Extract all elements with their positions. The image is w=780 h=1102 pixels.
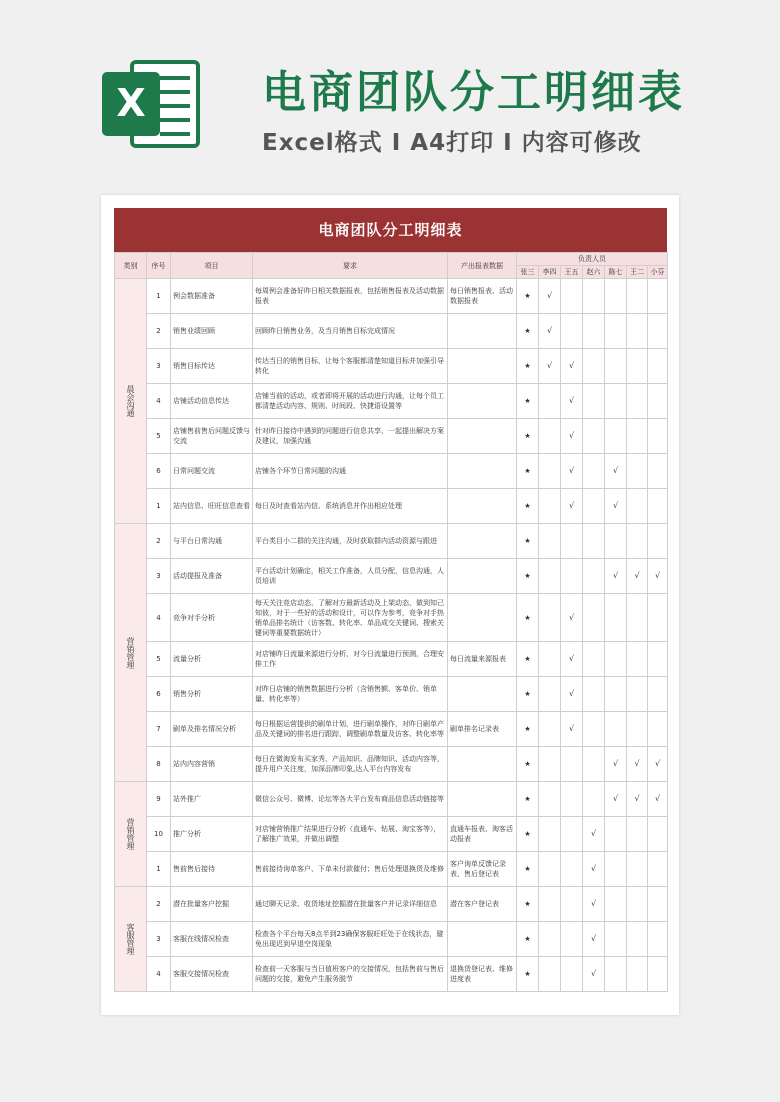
row-output <box>448 349 517 384</box>
table-row <box>115 957 668 992</box>
row-no: 6 <box>147 454 171 489</box>
row-no: 2 <box>147 314 171 349</box>
row-item: 店铺活动信息传达 <box>171 384 253 419</box>
owner-star: ★ <box>517 922 539 957</box>
owner-star: ★ <box>517 454 539 489</box>
col-no: 序号 <box>147 253 171 279</box>
subtitle-sep: I <box>503 130 513 156</box>
assign-check <box>605 712 627 747</box>
assign-check <box>539 782 561 817</box>
assign-check <box>583 677 605 712</box>
owner-star: ★ <box>517 747 539 782</box>
assign-check <box>605 642 627 677</box>
assign-check <box>648 852 668 887</box>
assign-check <box>648 349 668 384</box>
row-requirement: 针对昨日接待中遇到的问题进行信息共享，一起提出解决方案及建议，加强沟通 <box>253 419 448 454</box>
owner-star: ★ <box>517 957 539 992</box>
assign-check <box>648 314 668 349</box>
assign-check: √ <box>605 489 627 524</box>
assign-check <box>583 559 605 594</box>
table-row <box>115 747 668 782</box>
col-person: 张三 <box>517 266 539 279</box>
row-item: 客服交接情况检查 <box>171 957 253 992</box>
assign-check <box>539 454 561 489</box>
svg-text:X: X <box>116 81 146 125</box>
sheet-title: 电商团队分工明细表 <box>114 208 667 252</box>
assign-check <box>583 747 605 782</box>
row-no: 8 <box>147 747 171 782</box>
table-row <box>115 642 668 677</box>
subtitle-part: 内容可修改 <box>521 130 642 156</box>
assign-check <box>605 817 627 852</box>
row-item: 流量分析 <box>171 642 253 677</box>
assign-check <box>561 852 583 887</box>
sheet-page <box>101 195 679 1015</box>
assign-check <box>583 642 605 677</box>
assign-check: √ <box>539 349 561 384</box>
col-person: 王二 <box>627 266 648 279</box>
assign-check <box>648 524 668 559</box>
category-cell: 客服管理 <box>115 887 147 992</box>
assign-check <box>539 887 561 922</box>
table-row <box>115 454 668 489</box>
owner-star: ★ <box>517 349 539 384</box>
table-row <box>115 782 668 817</box>
row-item: 竞争对手分析 <box>171 594 253 642</box>
owner-star: ★ <box>517 419 539 454</box>
assign-check <box>539 817 561 852</box>
row-requirement: 检查前一天客服与当日值班客户的交接情况，包括售前与售后问题的交接，避免产生服务脱节 <box>253 957 448 992</box>
assign-check <box>539 642 561 677</box>
owner-star: ★ <box>517 279 539 314</box>
table-row <box>115 489 668 524</box>
assign-check: √ <box>583 957 605 992</box>
table-row <box>115 384 668 419</box>
assign-check <box>648 454 668 489</box>
row-item: 售前售后接待 <box>171 852 253 887</box>
table-row <box>115 314 668 349</box>
assign-check <box>583 349 605 384</box>
row-no: 2 <box>147 887 171 922</box>
row-output <box>448 489 517 524</box>
row-no: 5 <box>147 642 171 677</box>
owner-star: ★ <box>517 817 539 852</box>
row-item: 推广分析 <box>171 817 253 852</box>
assign-check <box>648 489 668 524</box>
assign-check <box>539 594 561 642</box>
row-no: 5 <box>147 419 171 454</box>
table-row <box>115 349 668 384</box>
col-person: 小芬 <box>648 266 668 279</box>
assign-check <box>561 314 583 349</box>
assign-check <box>605 314 627 349</box>
assign-check <box>627 712 648 747</box>
assign-check <box>539 957 561 992</box>
row-item: 站内信息、旺旺信息查看 <box>171 489 253 524</box>
assign-check <box>648 642 668 677</box>
row-output <box>448 559 517 594</box>
assign-check: √ <box>605 782 627 817</box>
row-output <box>448 782 517 817</box>
row-output: 退换货登记表、维修进度表 <box>448 957 517 992</box>
assign-check <box>605 279 627 314</box>
table-row <box>115 712 668 747</box>
owner-star: ★ <box>517 677 539 712</box>
owner-star: ★ <box>517 852 539 887</box>
row-item: 销售目标传达 <box>171 349 253 384</box>
row-item: 刷单及排名情况分析 <box>171 712 253 747</box>
assign-check <box>627 279 648 314</box>
owner-star: ★ <box>517 594 539 642</box>
row-output: 客户询单反馈记录表、售后登记表 <box>448 852 517 887</box>
row-no: 6 <box>147 677 171 712</box>
assign-check <box>648 419 668 454</box>
assign-check <box>583 594 605 642</box>
row-no: 3 <box>147 922 171 957</box>
assign-check <box>627 454 648 489</box>
assign-check <box>539 489 561 524</box>
banner <box>0 0 780 195</box>
row-output <box>448 314 517 349</box>
assign-check: √ <box>648 747 668 782</box>
assign-check <box>605 594 627 642</box>
assign-check <box>561 559 583 594</box>
assign-check <box>627 957 648 992</box>
assign-check <box>627 384 648 419</box>
assign-check <box>583 712 605 747</box>
owner-star: ★ <box>517 887 539 922</box>
assign-check: √ <box>627 559 648 594</box>
assign-check <box>605 852 627 887</box>
assign-check: √ <box>561 677 583 712</box>
table-row <box>115 677 668 712</box>
col-people-group: 负责人员 <box>517 253 668 266</box>
col-output: 产出报表数据 <box>448 253 517 279</box>
row-output <box>448 677 517 712</box>
row-no: 4 <box>147 594 171 642</box>
assign-check: √ <box>561 419 583 454</box>
assign-check <box>561 524 583 559</box>
assign-check <box>605 419 627 454</box>
assign-check <box>583 454 605 489</box>
row-no: 3 <box>147 349 171 384</box>
row-output <box>448 524 517 559</box>
row-requirement: 微信公众号、微博、论坛等各大平台发布商品信息活动链接等 <box>253 782 448 817</box>
row-requirement: 每天关注竞店动态，了解对方最新活动及上架动态，做到知己知彼，对于一些好的活动和设计，可以作为参考，竞争对手热销单品排名统计（访客数、转化率、单品成交关键词、搜索关键词等重要数据统计） <box>253 594 448 642</box>
row-no: 1 <box>147 852 171 887</box>
assign-check <box>561 887 583 922</box>
category-cell: 营销管理 <box>115 782 147 887</box>
assign-check: √ <box>561 642 583 677</box>
owner-star: ★ <box>517 524 539 559</box>
col-person: 王五 <box>561 266 583 279</box>
assign-check <box>605 677 627 712</box>
table-row <box>115 817 668 852</box>
assign-check <box>648 384 668 419</box>
assign-check: √ <box>583 817 605 852</box>
row-output <box>448 384 517 419</box>
assign-check: √ <box>605 454 627 489</box>
assign-check <box>561 747 583 782</box>
category-cell: 营销管理 <box>115 524 147 782</box>
row-output <box>448 419 517 454</box>
assign-check <box>583 419 605 454</box>
table-row <box>115 887 668 922</box>
assign-check <box>627 349 648 384</box>
assign-check <box>605 384 627 419</box>
assign-check <box>605 524 627 559</box>
row-item: 日常问题交流 <box>171 454 253 489</box>
row-requirement: 每日根据运营提供的刷单计划，进行刷单操作，对昨日刷单产品及关键词的排名进行跟踪，调整刷单数量及访客、转化率等 <box>253 712 448 747</box>
row-requirement: 检查各个平台每天8点半到23确保客服旺旺处于在线状态，避免出现迟到早退空岗现象 <box>253 922 448 957</box>
assign-check <box>583 279 605 314</box>
assign-check <box>583 782 605 817</box>
col-person: 陈七 <box>605 266 627 279</box>
assign-check <box>539 712 561 747</box>
assign-check <box>583 314 605 349</box>
assign-check <box>627 852 648 887</box>
assign-check <box>648 817 668 852</box>
banner-subtitle <box>262 124 642 157</box>
assign-check <box>561 279 583 314</box>
row-no: 7 <box>147 712 171 747</box>
col-person: 赵六 <box>583 266 605 279</box>
row-requirement: 平台活动计划确定，相关工作准备，人员分配，信息沟通，人员培训 <box>253 559 448 594</box>
assign-check <box>627 489 648 524</box>
category-cell: 晨会沟通 <box>115 279 147 524</box>
subtitle-sep: I <box>391 130 402 156</box>
assign-check <box>539 384 561 419</box>
row-requirement: 传达当日的销售目标，让每个客服都清楚知道目标并加强引导转化 <box>253 349 448 384</box>
row-requirement: 每周例会准备好昨日相关数据报表，包括销售报表及活动数据报表 <box>253 279 448 314</box>
owner-star: ★ <box>517 489 539 524</box>
assign-check: √ <box>583 887 605 922</box>
assign-check <box>539 559 561 594</box>
owner-star: ★ <box>517 384 539 419</box>
row-requirement: 售前接待询单客户、下单未付款催付；售后处理退换货及维修 <box>253 852 448 887</box>
excel-logo-icon <box>102 58 202 150</box>
assign-check: √ <box>627 747 648 782</box>
assign-check <box>605 887 627 922</box>
row-requirement: 对店铺营销推广结果进行分析（直通车、钻展、淘宝客等），了解推广效果，并做出调整 <box>253 817 448 852</box>
assign-check <box>539 677 561 712</box>
col-category: 类别 <box>115 253 147 279</box>
assign-check: √ <box>561 712 583 747</box>
assign-check: √ <box>561 384 583 419</box>
assign-check <box>648 594 668 642</box>
col-person: 李四 <box>539 266 561 279</box>
assign-check <box>648 279 668 314</box>
row-no: 10 <box>147 817 171 852</box>
assign-check <box>627 419 648 454</box>
row-item: 活动提报及准备 <box>171 559 253 594</box>
row-output <box>448 747 517 782</box>
row-requirement: 通过聊天记录、收货地址挖掘潜在批量客户并记录详细信息 <box>253 887 448 922</box>
division-table <box>114 252 668 992</box>
row-requirement: 对昨日店铺的销售数据进行分析（含销售额、客单价、销单量、转化率等） <box>253 677 448 712</box>
assign-check: √ <box>539 314 561 349</box>
row-no: 3 <box>147 559 171 594</box>
row-requirement: 店铺当前的活动，或者即将开展的活动进行沟通，让每个员工都清楚活动内容、规则、时间段、快捷语设置等 <box>253 384 448 419</box>
row-item: 销售分析 <box>171 677 253 712</box>
row-output: 潜在客户登记表 <box>448 887 517 922</box>
assign-check <box>627 677 648 712</box>
assign-check <box>561 922 583 957</box>
assign-check <box>605 349 627 384</box>
row-no: 4 <box>147 957 171 992</box>
row-requirement: 回顾昨日销售业务，及当月销售目标完成情况 <box>253 314 448 349</box>
row-output <box>448 454 517 489</box>
owner-star: ★ <box>517 642 539 677</box>
assign-check: √ <box>648 782 668 817</box>
table-row <box>115 559 668 594</box>
assign-check <box>539 747 561 782</box>
assign-check <box>648 922 668 957</box>
assign-check <box>539 524 561 559</box>
assign-check: √ <box>561 454 583 489</box>
row-requirement: 对店铺昨日流量来源进行分析，对今日流量进行预测，合理安排工作 <box>253 642 448 677</box>
col-requirement: 要求 <box>253 253 448 279</box>
owner-star: ★ <box>517 782 539 817</box>
assign-check <box>648 712 668 747</box>
table-row <box>115 922 668 957</box>
row-no: 1 <box>147 489 171 524</box>
row-output: 每日销售报表、活动数据报表 <box>448 279 517 314</box>
assign-check: √ <box>561 349 583 384</box>
owner-star: ★ <box>517 559 539 594</box>
assign-check: √ <box>583 852 605 887</box>
assign-check <box>561 817 583 852</box>
row-requirement: 每日在微淘发布买家秀、产品知识、品牌知识、活动内容等，提升用户关注度，加深品牌印象,达人平台内容发布 <box>253 747 448 782</box>
assign-check <box>627 922 648 957</box>
row-item: 店铺售前售后问题反馈与交流 <box>171 419 253 454</box>
assign-check <box>561 957 583 992</box>
row-output <box>448 594 517 642</box>
assign-check <box>605 922 627 957</box>
row-output <box>448 922 517 957</box>
table-row <box>115 524 668 559</box>
owner-star: ★ <box>517 314 539 349</box>
row-item: 客服在线情况检查 <box>171 922 253 957</box>
table-wrap <box>114 208 667 992</box>
owner-star: ★ <box>517 712 539 747</box>
table-row <box>115 419 668 454</box>
assign-check <box>605 957 627 992</box>
col-item: 项目 <box>171 253 253 279</box>
row-output: 刷单排名记录表 <box>448 712 517 747</box>
assign-check <box>627 524 648 559</box>
row-item: 与平台日常沟通 <box>171 524 253 559</box>
assign-check: √ <box>627 782 648 817</box>
assign-check <box>627 817 648 852</box>
assign-check <box>627 642 648 677</box>
row-no: 4 <box>147 384 171 419</box>
row-no: 2 <box>147 524 171 559</box>
row-item: 站内内容营销 <box>171 747 253 782</box>
assign-check: √ <box>561 489 583 524</box>
assign-check <box>648 957 668 992</box>
subtitle-part: Excel格式 <box>262 130 383 156</box>
row-output: 直通车报表、淘客活动报表 <box>448 817 517 852</box>
assign-check <box>627 594 648 642</box>
row-item: 销售业绩回顾 <box>171 314 253 349</box>
row-output: 每日流量来源报表 <box>448 642 517 677</box>
assign-check <box>539 922 561 957</box>
table-row <box>115 279 668 314</box>
row-no: 9 <box>147 782 171 817</box>
assign-check <box>583 524 605 559</box>
assign-check <box>648 677 668 712</box>
assign-check <box>627 314 648 349</box>
row-requirement: 店铺各个环节日常问题的沟通 <box>253 454 448 489</box>
banner-title: 电商团队分工明细表 <box>262 67 685 118</box>
assign-check: √ <box>605 559 627 594</box>
assign-check: √ <box>648 559 668 594</box>
assign-check: √ <box>561 594 583 642</box>
row-requirement: 每日及时查看站内信、系统消息并作出相应处理 <box>253 489 448 524</box>
subtitle-part: A4打印 <box>410 130 495 156</box>
row-no: 1 <box>147 279 171 314</box>
row-item: 例会数据准备 <box>171 279 253 314</box>
row-item: 站外推广 <box>171 782 253 817</box>
assign-check <box>627 887 648 922</box>
assign-check: √ <box>583 922 605 957</box>
row-item: 潜在批量客户挖掘 <box>171 887 253 922</box>
assign-check: √ <box>539 279 561 314</box>
table-row <box>115 852 668 887</box>
assign-check <box>583 384 605 419</box>
assign-check <box>648 887 668 922</box>
table-row <box>115 594 668 642</box>
assign-check <box>539 852 561 887</box>
assign-check <box>561 782 583 817</box>
assign-check: √ <box>605 747 627 782</box>
assign-check <box>539 419 561 454</box>
row-requirement: 平台类目小二群的关注沟通，及时获取群内活动资源与跟进 <box>253 524 448 559</box>
assign-check <box>583 489 605 524</box>
